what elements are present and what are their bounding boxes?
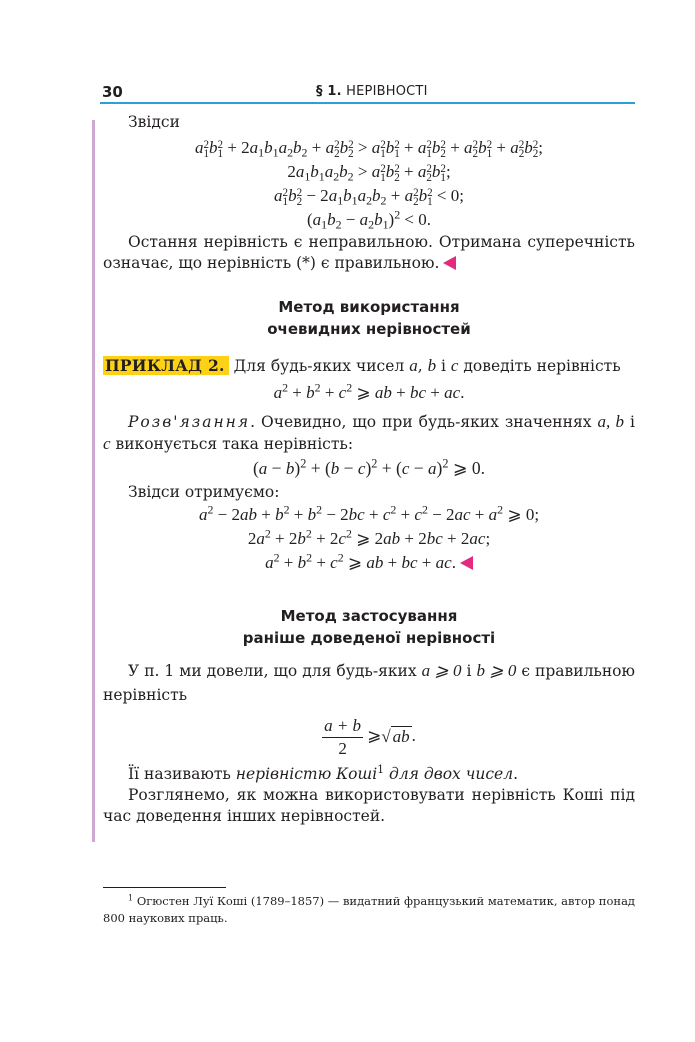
intro-word: Звідси [128, 113, 180, 131]
formula-cauchy: $\frac{a + b}{2}$ ⩾√ ab . [103, 713, 635, 760]
example-badge: ПРИКЛАД 2. [103, 356, 229, 375]
footnote-mark: 1 [377, 763, 385, 777]
conj: і [466, 662, 472, 680]
formula-line: $2a_1b_1a_2b_2 > a$ 2 1 b 2 2 + a 2 2 b 2 1 ; [287, 162, 451, 184]
consider-paragraph: Розглянемо, як можна використовувати нерівність Коші під час доведення інших нерівностей. [103, 786, 635, 826]
margin-bar [92, 120, 95, 842]
formula-line: a 2 1 b 2 2 − $2a_1b_1a_2b_2 + a$ 2 2 b 2 1 < 0; [274, 186, 464, 208]
example-text: Для будь-яких чисел [233, 357, 405, 375]
fraction [322, 715, 363, 760]
solution-text: виконується така нерівність: [115, 435, 354, 453]
section-title [316, 84, 428, 99]
fraction-denominator: 2 [338, 738, 347, 758]
heading-obvious-inequalities [103, 296, 635, 340]
formula-example: $a^2 + b^2 + c^2$ ⩾ ab + bc + ac. [273, 380, 465, 402]
cauchy-term: нерівністю Коші [235, 765, 378, 784]
formula-line: a 2 1 b 2 1 + $2a_1b_1a_2b_2 + a$ 2 2 b 2 2 > a 2 1 b 2 1 + a 2 1 b 2 2 + a 2 2 b 2 1 + a 2 2 b 2 2 ; [195, 138, 543, 160]
page-number: 30 [102, 83, 123, 101]
heading-line: очевидних нерівностей [267, 320, 471, 338]
footnote-number: 1 [128, 893, 134, 903]
example-statement [103, 355, 635, 377]
formula-line: $(a_1b_2 - a_2b_1)^2 < 0$. [306, 207, 432, 232]
var-b: b [427, 356, 437, 375]
cauchy-text: У п. 1 ми довели, що для будь-яких [128, 662, 417, 680]
condition-a: a ⩾ 0 [421, 661, 462, 680]
vars-ab: a, b [597, 412, 625, 431]
var-c: c [450, 356, 459, 375]
formula-line: $2a^2 + 2b^2 + 2c^2$ ⩾ 2ab + 2bc + 2ac; [247, 526, 491, 548]
contradiction-text: Остання нерівність є неправильною. Отримана суперечність означає, що нерівність (*) є правильною. [103, 233, 635, 272]
derive-text: Звідси отримуємо: [128, 483, 280, 501]
radicand: ab [392, 727, 410, 747]
cauchy-name-paragraph [103, 764, 635, 785]
geq-sign: ⩾ [367, 726, 382, 745]
formula-line: $a^2 + b^2 + c^2$ ⩾ ab + bc + ac. [103, 551, 635, 575]
formula-squares: $(a - b)^2 + (b - c)^2 + (c - a)^2$ ⩾ 0. [252, 456, 486, 478]
formula-line: $a^2 - 2ab + b^2 + b^2 - 2bc + c^2 + c^2 - 2ac + a^2$ ⩾ 0; [198, 502, 540, 524]
solution-text: . Очевидно, що при будь-яких значеннях [250, 413, 592, 431]
end-of-proof-icon [443, 256, 456, 270]
page-header [100, 80, 635, 104]
solution-label: Розв'язання [128, 413, 251, 431]
formula-block-2 [103, 503, 635, 575]
condition-b: b ⩾ 0 [476, 661, 517, 680]
var-c: c [103, 434, 111, 453]
sqrt: √ ab [381, 727, 410, 747]
section-number: § 1. [316, 84, 342, 99]
page-body [103, 112, 635, 827]
conj: і [441, 357, 446, 375]
heading-proven-inequality [103, 605, 635, 649]
contradiction-paragraph [103, 232, 635, 274]
conj: і [630, 413, 636, 431]
period: . [513, 765, 519, 784]
text: Її називають [128, 765, 231, 784]
cauchy-paragraph [103, 659, 635, 707]
end-of-proof-icon [460, 556, 473, 570]
heading-line: Метод використання [278, 298, 460, 316]
var-a: a [409, 356, 418, 375]
cauchy-term-suffix: для двох чисел [389, 765, 514, 784]
fraction-numerator: a + b [324, 715, 362, 735]
solution-paragraph [103, 411, 635, 455]
example-text: доведіть нерівність [463, 357, 621, 375]
footnote-text: Огюстен Луї Коші (1789–1857) — видатний французький математик, автор понад 800 наукових праць. [103, 894, 636, 925]
heading-line: раніше доведеної нерівності [242, 629, 496, 647]
formula-block-1 [103, 136, 635, 232]
cauchy-text: є правильною нерівність [103, 662, 636, 704]
comma: , [417, 357, 423, 375]
section-name: НЕРІВНОСТІ [346, 84, 428, 99]
footnote-separator [103, 887, 226, 888]
footnote [103, 893, 635, 927]
heading-line: Метод застосування [280, 607, 458, 625]
